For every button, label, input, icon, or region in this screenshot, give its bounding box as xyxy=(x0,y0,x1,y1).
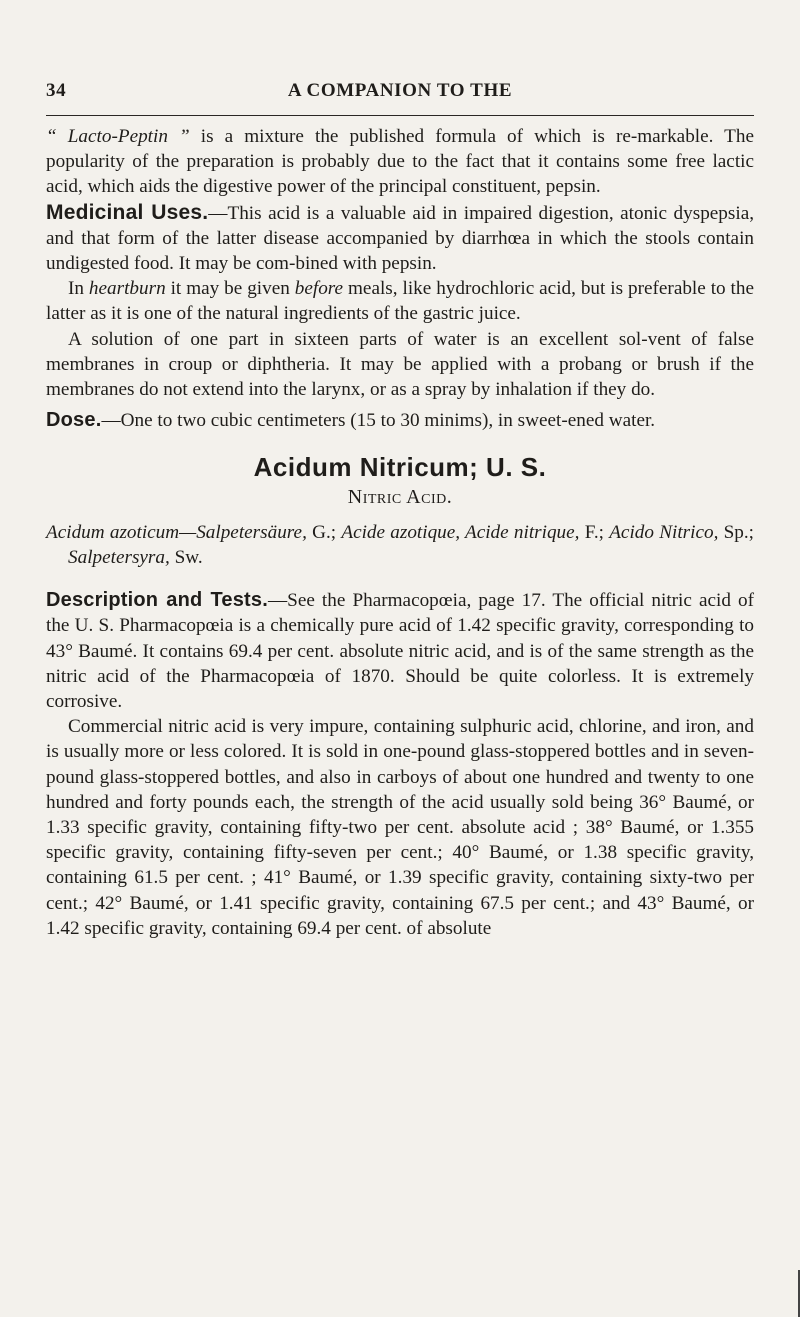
section-title: Acidum Nitricum; U. S. xyxy=(253,452,547,483)
heartburn-text-post: meals, like hydrochloric acid, but is preferable to the latter as it is one of the natural ingredients of the gastric juice. xyxy=(46,278,754,325)
synonym-german: Acidum azoticum—Salpetersäure, xyxy=(46,521,307,543)
medicinal-uses-paragraph xyxy=(46,200,754,277)
synonym-french-lang: F.; xyxy=(579,521,610,543)
dose-heading: Dose. xyxy=(46,409,102,432)
dose-paragraph xyxy=(46,408,754,433)
synonym-german-lang: G.; xyxy=(306,521,342,543)
spacer xyxy=(46,570,754,588)
synonym-swedish: Salpetersyra, xyxy=(68,547,170,569)
page-body xyxy=(46,124,754,941)
intro-text: is a mixture the published formula of which is re-markable. The popularity of the preparation is probably due to the fact that it contains some free lactic acid, which aids the digestive power of the principal constituent, pepsin. xyxy=(46,126,754,198)
header-rule xyxy=(46,115,754,116)
heartburn-paragraph xyxy=(46,276,754,326)
product-name: “ Lacto-Peptin ” xyxy=(46,126,190,147)
heartburn-text-pre: In xyxy=(68,278,89,300)
synonym-swedish-lang: Sw. xyxy=(169,547,203,569)
description-heading: Description and Tests. xyxy=(46,589,268,612)
before-italic: before xyxy=(294,278,344,300)
description-text: —See the Pharmacopœia, page 17. The official nitric acid of the U. S. Pharmacopœia is a chemically pure acid of 1.42 specific gravity, corresponding to 43° Baumé. It contains 69.4 per cent. absolute nitric acid, and is of the same strength as the nitric acid of the Pharmacopœia of 1870. Should be quite colorless. It is extremely corrosive. xyxy=(46,590,754,713)
synonym-french: Acide azotique, Acide nitrique, xyxy=(341,521,580,543)
dose-text: —One to two cubic centimeters (15 to 30 minims), in sweet-ened water. xyxy=(101,410,656,432)
synonyms-paragraph xyxy=(46,520,754,570)
medicinal-uses-heading: Medicinal Uses. xyxy=(46,200,209,224)
running-head-title: A COMPANION TO THE xyxy=(287,80,513,101)
medicinal-uses-text: —This acid is a valuable aid in impaired digestion, atonic dyspepsia, and that form of the latter disease accompanied by diarrhœa in which the stools contain undigested food. It may be com-bined with pepsin. xyxy=(46,202,755,275)
synonym-spanish: Acido Nitrico, xyxy=(609,521,719,543)
running-head xyxy=(46,80,754,104)
commercial-paragraph: Commercial nitric acid is very impure, containing sulphuric acid, chlorine, and iron, and is usually more or less colored. It is sold in one-pound glass-stoppered bottles and in seven-pound glass-stoppered bottles, and also in carboys of about one hundred and twenty to one hundred and forty pounds each, the strength of the acid usually sold being 36° Baumé, or 1.33 specific gravity, containing fifty-two per cent. absolute acid ; 38° Baumé, or 1.355 specific gravity, containing fifty-seven per cent.; 40° Baumé, or 1.38 specific gravity, containing 61.5 per cent. ; 41° Baumé, or 1.39 specific gravity, containing sixty-two per cent.; 42° Baumé, or 1.41 specific gravity, containing 67.5 per cent.; and 43° Baumé, or 1.42 specific gravity, containing 69.4 per cent. of absolute xyxy=(46,716,754,939)
page-number: 34 xyxy=(46,80,67,101)
description-paragraph xyxy=(46,588,754,714)
solution-paragraph: A solution of one part in sixteen parts of water is an excellent sol-vent of false membranes in croup or diphtheria. It may be applied with a probang or brush if the membranes do not extend into the larynx, or as a spray by inhalation if they do. xyxy=(46,328,754,401)
intro-paragraph xyxy=(46,124,754,200)
heartburn-italic: heartburn xyxy=(88,278,166,300)
synonym-spanish-lang: Sp.; xyxy=(718,521,755,543)
heartburn-text-mid: it may be given xyxy=(165,278,295,300)
section-subtitle: Nitric Acid. xyxy=(347,485,453,508)
